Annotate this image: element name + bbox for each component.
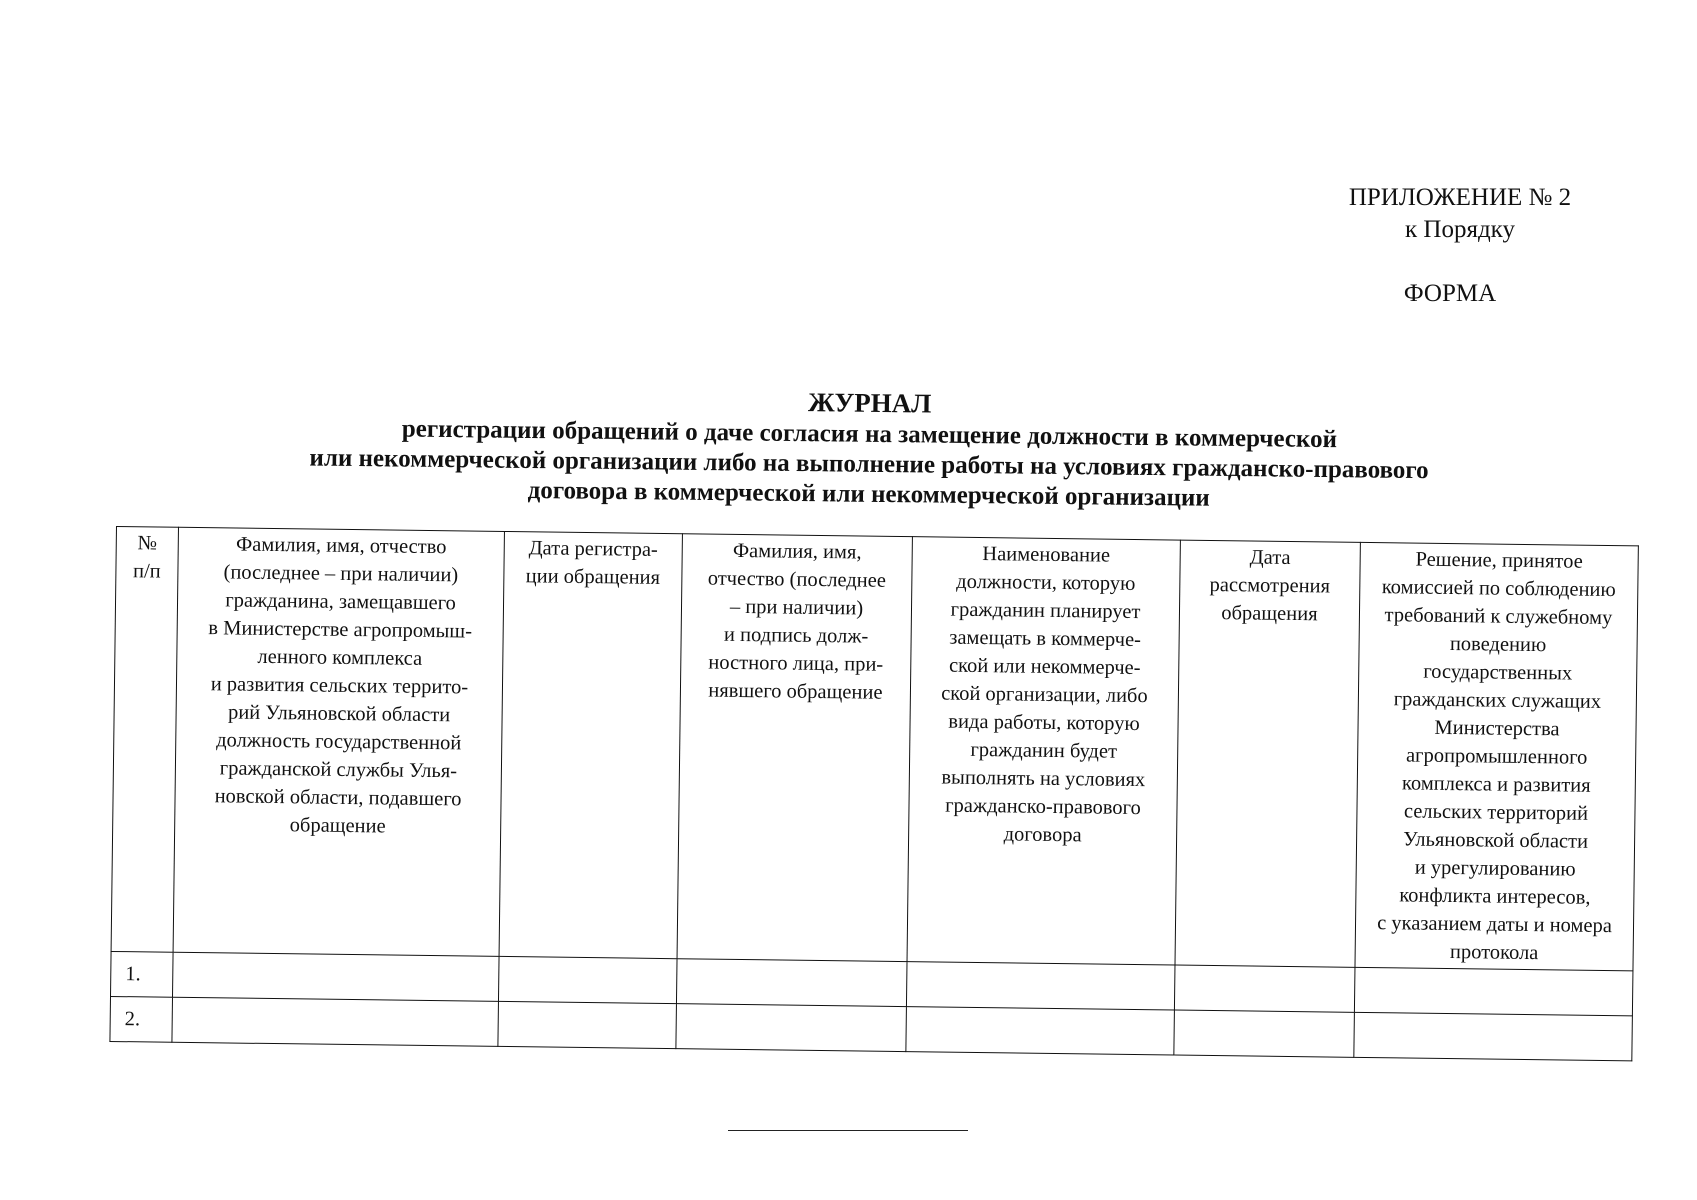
table-cell [906, 1007, 1175, 1055]
header-position-name: Наименование должности, которую гражданин планирует замещать в коммерче- ской или некоммерче- ской организации, либо вида работы, которую гражданин будет выполнять на условиях гражданско-правового договора [907, 537, 1180, 965]
header-citizen-name: Фамилия, имя, отчество (последнее – при наличии) гражданина, замещавшего в Министерстве агропромыш- ленного комплекса и развития сельских террито- рий Ульяновской области должность государственной гражданской службы Улья- новской области, подавшего обращение [173, 527, 504, 956]
table-cell [676, 1004, 907, 1052]
table-cell [1354, 1012, 1633, 1061]
header-registration-date: Дата регистра- ции обращения [499, 531, 682, 958]
appendix-order-ref: к Порядку [1405, 216, 1515, 243]
header-review-date: Дата рассмотрения обращения [1175, 540, 1360, 967]
table-cell [173, 952, 500, 1001]
header-number: № п/п [111, 527, 178, 953]
appendix-reference [1300, 182, 1620, 246]
table-cell [498, 956, 677, 1003]
table-cell [1174, 965, 1355, 1012]
table-cell [498, 1001, 677, 1048]
header-commission-decision: Решение, принятое комиссией по соблюдению требований к служебному поведению государственных гражданских служащих Министерства агропромышленного комплекса и развития сельских территорий Ульяновской области и урегулированию конфликта интересов, с указанием даты и номера протокола [1355, 542, 1638, 971]
register-table [109, 526, 1638, 1061]
closing-rule [728, 1130, 968, 1131]
journal-subtitle-line: или некоммерческой организации либо на выполнение работы на условиях гражданско-правового [309, 444, 1429, 485]
table-cell [172, 997, 499, 1046]
journal-subtitle-line: регистрации обращений о даче согласия на замещение должности в коммерческой [401, 415, 1338, 454]
table-cell [1354, 967, 1633, 1016]
journal-title: ЖУРНАЛ [807, 387, 932, 419]
journal-heading [179, 378, 1560, 518]
journal-subtitle [179, 412, 1560, 518]
register-table-container [109, 526, 1638, 1061]
journal-subtitle-line: договора в коммерческой или некоммерческой организации [527, 476, 1210, 512]
row-number-cell: 2. [110, 996, 173, 1042]
appendix-number: ПРИЛОЖЕНИЕ № 2 [1348, 184, 1572, 211]
table-cell [676, 959, 907, 1007]
header-row [111, 527, 1638, 971]
form-label: ФОРМА [1403, 280, 1497, 307]
table-cell [1174, 1010, 1355, 1057]
table-cell [906, 962, 1175, 1010]
header-official-name: Фамилия, имя, отчество (последнее – при наличии) и подпись долж- ностного лица, при- нявшего обращение [677, 534, 912, 962]
row-number-cell: 1. [111, 951, 174, 997]
